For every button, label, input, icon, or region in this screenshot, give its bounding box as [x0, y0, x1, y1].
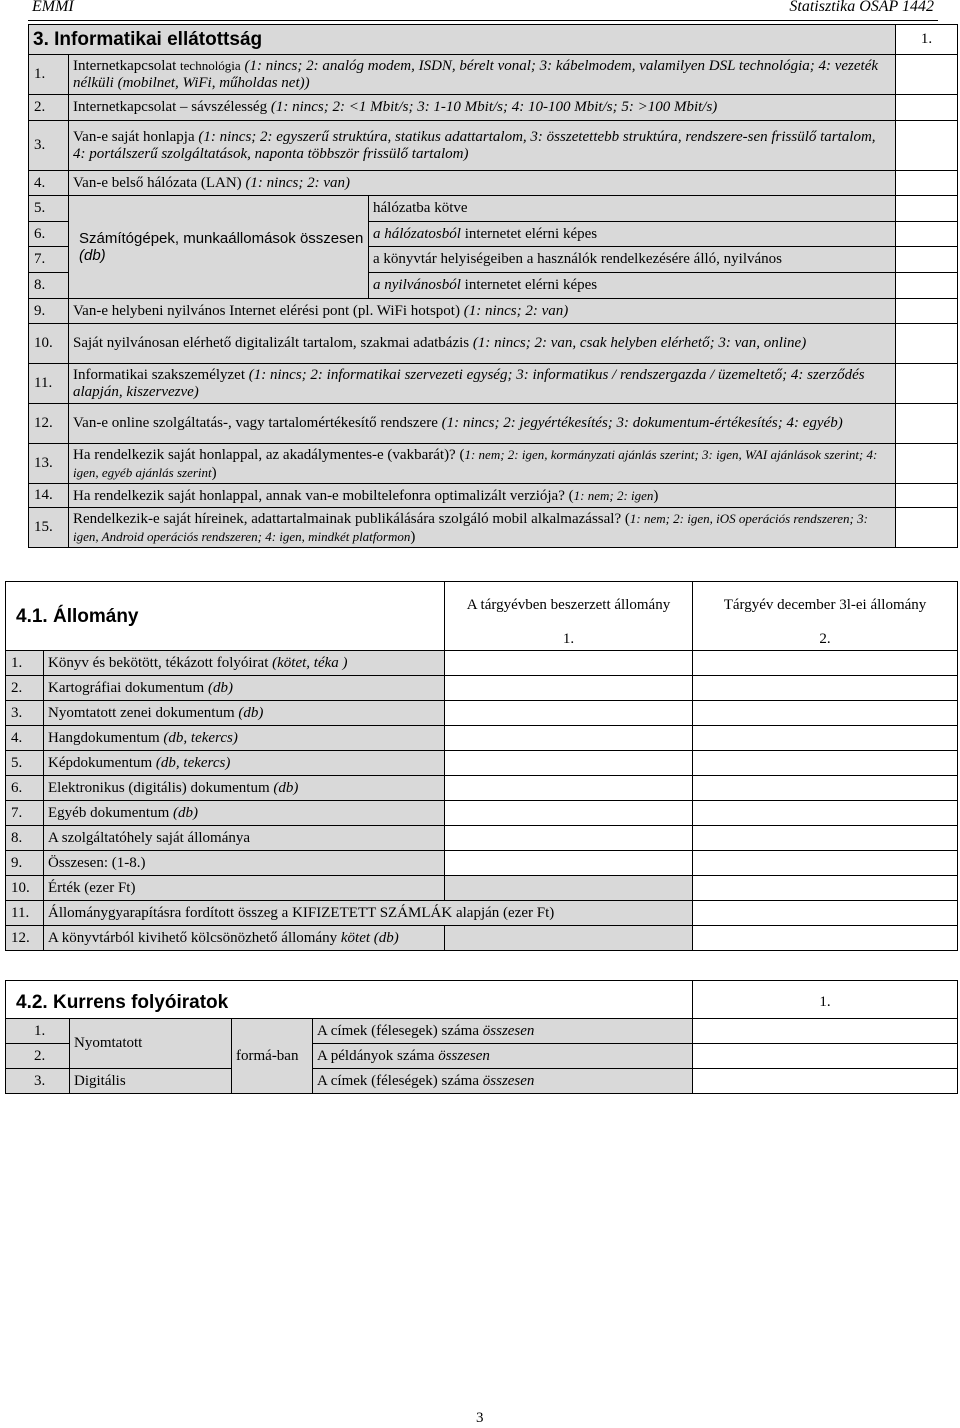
answer-cell[interactable] [445, 801, 693, 826]
table-row: 9. Összesen: (1-8.) [6, 851, 958, 876]
answer-cell[interactable] [896, 95, 958, 121]
table-row: 2. Internetkapcsolat – sávszélesség (1: nincs; 2: <1 Mbit/s; 3: 1-10 Mbit/s; 4: 10-100 Mbit/s; 5: >100 Mbit/s) [29, 95, 958, 121]
answer-cell[interactable] [896, 55, 958, 95]
header-right: Statisztika OSAP 1442 [789, 0, 934, 15]
formaban-label: formá-ban [232, 1019, 313, 1094]
answer-cell[interactable] [445, 701, 693, 726]
answer-cell[interactable] [896, 508, 958, 548]
answer-cell[interactable] [896, 196, 958, 222]
answer-cell[interactable] [445, 726, 693, 751]
table-row: 1. Nyomtatott formá-ban A címek (félesegek) száma összesen [6, 1019, 958, 1044]
page-number: 3 [476, 1410, 484, 1426]
table-row: 2. A példányok száma összesen [6, 1044, 958, 1069]
answer-cell[interactable] [896, 273, 958, 299]
table-row: 4. Van-e belső hálózata (LAN) (1: nincs; 2: van) [29, 171, 958, 196]
answer-cell[interactable] [896, 444, 958, 484]
table-row: 5. Képdokumentum (db, tekercs) [6, 751, 958, 776]
table-row: 8. A szolgáltatóhely saját állománya [6, 826, 958, 851]
answer-cell[interactable] [693, 726, 958, 751]
answer-cell[interactable] [693, 701, 958, 726]
page-header [0, 0, 960, 20]
table-row: 7. Egyéb dokumentum (db) [6, 801, 958, 826]
answer-cell[interactable] [896, 324, 958, 364]
col1-num: 1. [445, 629, 693, 651]
table-row: 2. Kartográfiai dokumentum (db) [6, 676, 958, 701]
answer-cell[interactable] [693, 876, 958, 901]
table-row: 5. Számítógépek, munkaállomások összesen (db) hálózatba kötve [29, 196, 958, 222]
answer-cell[interactable] [693, 751, 958, 776]
answer-cell[interactable] [693, 826, 958, 851]
table-row: 3. Van-e saját honlapja (1: nincs; 2: egyszerű struktúra, statikus adattartalom, 3: összetettebb struktúra, rendszere-sen frissülő tartalom, 4: portálszerű szolgáltatások, naponta többször frissülő tartalom) [29, 121, 958, 171]
answer-cell[interactable] [896, 222, 958, 247]
section41-table [5, 581, 958, 951]
table-row: 10. Érték (ezer Ft) [6, 876, 958, 901]
digitalis-label: Digitális [70, 1069, 232, 1094]
answer-cell[interactable] [445, 751, 693, 776]
table-row: 3. Nyomtatott zenei dokumentum (db) [6, 701, 958, 726]
col2-head: Tárgyév december 3l-ei állomány [693, 582, 958, 629]
table-row: 7. a könyvtár helyiségeiben a használók rendelkezésére álló, nyilvános [29, 247, 958, 273]
table-row: 1. Internetkapcsolat technológia (1: nincs; 2: analóg modem, ISDN, bérelt vonal; 3: kábelmodem, valamilyen DSL technológia; 4: vezeték nélküli (mobilnet, WiFi, műholdas net)) [29, 55, 958, 95]
answer-cell[interactable] [896, 484, 958, 508]
answer-cell[interactable] [896, 299, 958, 324]
section42-table [5, 980, 958, 1094]
table-row: 8. a nyilvánosból internetet elérni képes [29, 273, 958, 299]
table-row: 4. Hangdokumentum (db, tekercs) [6, 726, 958, 751]
header-left: EMMI [32, 0, 74, 15]
table-row: 14. Ha rendelkezik saját honlappal, annak van-e mobiltelefonra optimalizált verziója? (1: nem; 2: igen) [29, 484, 958, 508]
answer-cell[interactable] [445, 826, 693, 851]
col2-num: 2. [693, 629, 958, 651]
table-row: 10. Saját nyilvánosan elérhető digitalizált tartalom, szakmai adatbázis (1: nincs; 2: van, csak helyben elérhető; 3: van, online) [29, 324, 958, 364]
col1-head: A tárgyévben beszerzett állomány [445, 582, 693, 629]
table-row: 11. Állománygyarapításra fordított összeg a KIFIZETETT SZÁMLÁK alapján (ezer Ft) [6, 901, 958, 926]
answer-cell[interactable] [896, 247, 958, 273]
answer-cell[interactable] [693, 851, 958, 876]
nyomtatott-label: Nyomtatott [70, 1019, 232, 1069]
answer-cell[interactable] [693, 776, 958, 801]
section41-title: 4.1. Állomány [6, 582, 445, 651]
table-row: 3. Digitális A címek (féleségek) száma összesen [6, 1069, 958, 1094]
answer-cell[interactable] [693, 1069, 958, 1094]
table-row: 6. a hálózatosból internetet elérni képes [29, 222, 958, 247]
table-row: 12. Van-e online szolgáltatás-, vagy tartalomértékesítő rendszere (1: nincs; 2: jegyértékesítés; 3: dokumentum-értékesítés; 4: egyéb) [29, 404, 958, 444]
header-rule [28, 20, 938, 21]
answer-cell[interactable] [896, 364, 958, 404]
table-row: 12. A könyvtárból kivihető kölcsönözhető állomány kötet (db) [6, 926, 958, 951]
answer-cell[interactable] [445, 651, 693, 676]
section3-title: 3. Informatikai ellátottság [29, 25, 896, 55]
section42-title: 4.2. Kurrens folyóiratok [6, 981, 693, 1019]
answer-cell[interactable] [445, 851, 693, 876]
answer-cell[interactable] [896, 404, 958, 444]
section3-col: 1. [896, 25, 958, 55]
table-row: 11. Informatikai szakszemélyzet (1: nincs; 2: informatikai szervezeti egység; 3: informatikus / rendszergazda / üzemeltető; 4: szerződés alapján, kiszervezve) [29, 364, 958, 404]
answer-cell[interactable] [693, 1019, 958, 1044]
answer-cell[interactable] [693, 926, 958, 951]
answer-cell[interactable] [693, 676, 958, 701]
answer-cell[interactable] [896, 121, 958, 171]
table-row: 1. Könyv és bekötött, tékázott folyóirat (kötet, téka ) [6, 651, 958, 676]
group-label: Számítógépek, munkaállomások összesen (db) [69, 196, 369, 299]
answer-cell[interactable] [445, 676, 693, 701]
section3-table [28, 24, 958, 548]
answer-cell[interactable] [693, 901, 958, 926]
answer-cell[interactable] [445, 776, 693, 801]
answer-cell[interactable] [693, 801, 958, 826]
answer-cell[interactable] [896, 171, 958, 196]
table-row: 13. Ha rendelkezik saját honlappal, az akadálymentes-e (vakbarát)? (1: nem; 2: igen, kormányzati ajánlás szerint; 3: igen, WAI ajánlások szerint; 4: igen, egyéb ajánlás szerint) [29, 444, 958, 484]
table-row: 6. Elektronikus (digitális) dokumentum (db) [6, 776, 958, 801]
answer-cell[interactable] [693, 1044, 958, 1069]
table-row: 15. Rendelkezik-e saját híreinek, adattartalmainak publikálására szolgáló mobil alkalmazással? (1: nem; 2: igen, iOS operációs rendszeren; 3: igen, Android operációs rendszeren; 4: igen, mindkét platformon) [29, 508, 958, 548]
answer-cell[interactable] [693, 651, 958, 676]
table-row: 9. Van-e helybeni nyilvános Internet elérési pont (pl. WiFi hotspot) (1: nincs; 2: van) [29, 299, 958, 324]
section42-col: 1. [693, 981, 958, 1019]
